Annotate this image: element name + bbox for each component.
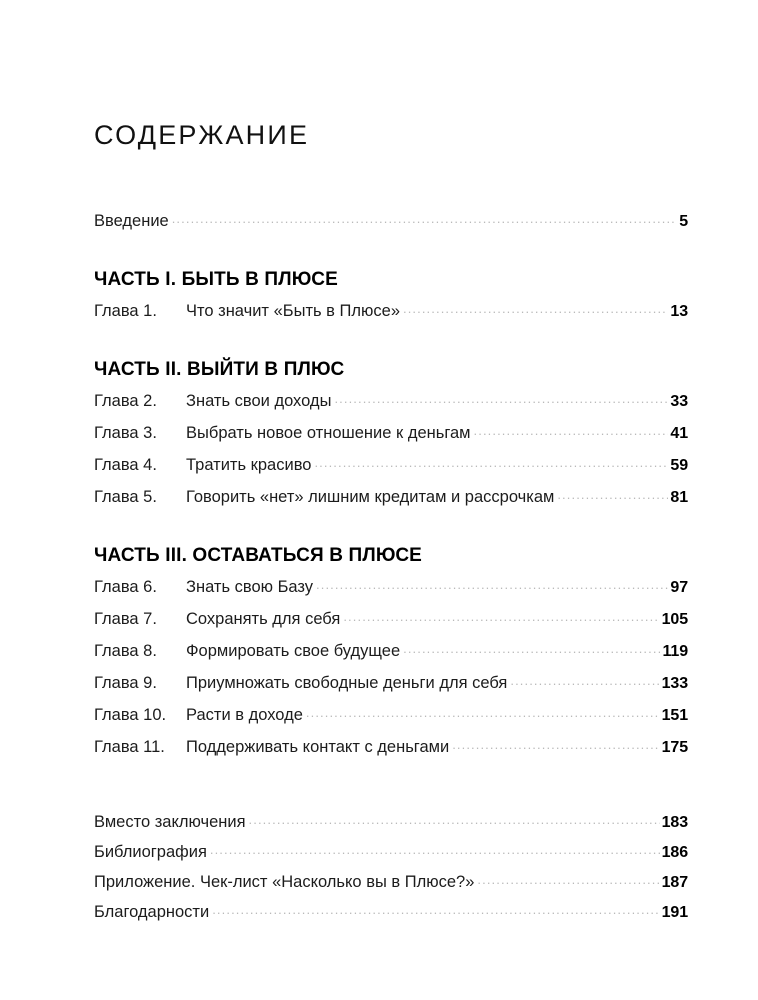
entry-title: Знать свои доходы bbox=[186, 392, 332, 410]
dot-leader bbox=[474, 422, 669, 439]
entry-page-number: 119 bbox=[662, 643, 688, 660]
dot-leader bbox=[452, 736, 659, 753]
toc-entry-front[interactable] bbox=[94, 208, 688, 235]
dot-leader bbox=[212, 901, 659, 918]
toc-entry-back[interactable] bbox=[94, 869, 688, 896]
part-heading: ЧАСТЬ I. БЫТЬ В ПЛЮСЕ bbox=[94, 269, 338, 290]
page-title: СОДЕРЖАНИЕ bbox=[94, 120, 310, 151]
dot-leader bbox=[334, 390, 668, 407]
entry-page-number: 105 bbox=[661, 611, 688, 628]
chapter-label: Глава 7. bbox=[94, 610, 157, 628]
entry-title: Приложение. Чек-лист «Насколько вы в Плюсе?» bbox=[94, 873, 475, 891]
dot-leader bbox=[510, 672, 659, 689]
toc-list bbox=[94, 208, 688, 926]
entry-title: Введение bbox=[94, 212, 169, 230]
entry-page-number: 151 bbox=[661, 707, 688, 724]
entry-title: Поддерживать контакт с деньгами bbox=[186, 738, 450, 756]
entry-page-number: 186 bbox=[661, 844, 688, 861]
chapter-label: Глава 2. bbox=[94, 392, 157, 410]
toc-entry-chapter[interactable] bbox=[94, 670, 688, 697]
entry-page-number: 59 bbox=[670, 457, 688, 474]
toc-entry-chapter[interactable] bbox=[94, 388, 688, 415]
entry-title: Знать свою Базу bbox=[186, 578, 314, 596]
entry-title: Библиография bbox=[94, 843, 207, 861]
chapter-label: Глава 6. bbox=[94, 578, 157, 596]
toc-entry-chapter[interactable] bbox=[94, 702, 688, 729]
entry-title: Тратить красиво bbox=[186, 456, 312, 474]
entry-title: Приумножать свободные деньги для себя bbox=[186, 674, 508, 692]
dot-leader bbox=[557, 486, 668, 503]
toc-entry-chapter[interactable] bbox=[94, 606, 688, 633]
chapter-label: Глава 10. bbox=[94, 706, 167, 724]
dot-leader bbox=[314, 454, 668, 471]
entry-title: Вместо заключения bbox=[94, 813, 246, 831]
entry-page-number: 97 bbox=[670, 579, 688, 596]
chapter-label: Глава 8. bbox=[94, 642, 157, 660]
toc-entry-chapter[interactable] bbox=[94, 298, 688, 325]
dot-leader bbox=[403, 640, 660, 657]
entry-page-number: 133 bbox=[661, 675, 688, 692]
part-heading: ЧАСТЬ II. ВЫЙТИ В ПЛЮС bbox=[94, 359, 345, 380]
chapter-label: Глава 1. bbox=[94, 302, 157, 320]
entry-page-number: 183 bbox=[661, 814, 688, 831]
dot-leader bbox=[172, 210, 677, 227]
toc-entry-chapter[interactable] bbox=[94, 452, 688, 479]
dot-leader bbox=[210, 841, 660, 858]
toc-entry-chapter[interactable] bbox=[94, 734, 688, 761]
dot-leader bbox=[249, 811, 660, 828]
dot-leader bbox=[477, 871, 659, 888]
entry-title: Говорить «нет» лишним кредитам и рассрочкам bbox=[186, 488, 555, 506]
entry-page-number: 33 bbox=[670, 393, 688, 410]
chapter-label: Глава 3. bbox=[94, 424, 157, 442]
chapter-label: Глава 4. bbox=[94, 456, 157, 474]
entry-title: Что значит «Быть в Плюсе» bbox=[186, 302, 400, 320]
part-group-2 bbox=[94, 358, 688, 511]
dot-leader bbox=[343, 608, 659, 625]
entry-page-number: 191 bbox=[661, 904, 688, 921]
toc-entry-back[interactable] bbox=[94, 899, 688, 926]
back-matter-group bbox=[94, 809, 688, 926]
toc-entry-chapter[interactable] bbox=[94, 484, 688, 511]
front-matter-group bbox=[94, 208, 688, 235]
entry-title: Сохранять для себя bbox=[186, 610, 341, 628]
entry-title: Благодарности bbox=[94, 903, 210, 921]
chapter-label: Глава 11. bbox=[94, 738, 165, 756]
entry-title: Выбрать новое отношение к деньгам bbox=[186, 424, 471, 442]
part-heading: ЧАСТЬ III. ОСТАВАТЬСЯ В ПЛЮСЕ bbox=[94, 545, 423, 566]
dot-leader bbox=[306, 704, 660, 721]
entry-page-number: 41 bbox=[670, 425, 688, 442]
dot-leader bbox=[316, 576, 668, 593]
toc-entry-chapter[interactable] bbox=[94, 420, 688, 447]
dot-leader bbox=[403, 300, 668, 317]
entry-page-number: 81 bbox=[670, 489, 688, 506]
chapter-label: Глава 9. bbox=[94, 674, 157, 692]
toc-entry-back[interactable] bbox=[94, 809, 688, 836]
part-group-3 bbox=[94, 544, 688, 761]
entry-page-number: 13 bbox=[670, 303, 688, 320]
entry-title: Расти в доходе bbox=[186, 706, 303, 724]
entry-title: Формировать свое будущее bbox=[186, 642, 401, 660]
part-group-1 bbox=[94, 268, 688, 325]
toc-entry-chapter[interactable] bbox=[94, 638, 688, 665]
chapter-label: Глава 5. bbox=[94, 488, 157, 506]
toc-entry-chapter[interactable] bbox=[94, 574, 688, 601]
entry-page-number: 187 bbox=[661, 874, 688, 891]
toc-entry-back[interactable] bbox=[94, 839, 688, 866]
entry-page-number: 175 bbox=[661, 739, 688, 756]
entry-page-number: 5 bbox=[679, 213, 688, 230]
